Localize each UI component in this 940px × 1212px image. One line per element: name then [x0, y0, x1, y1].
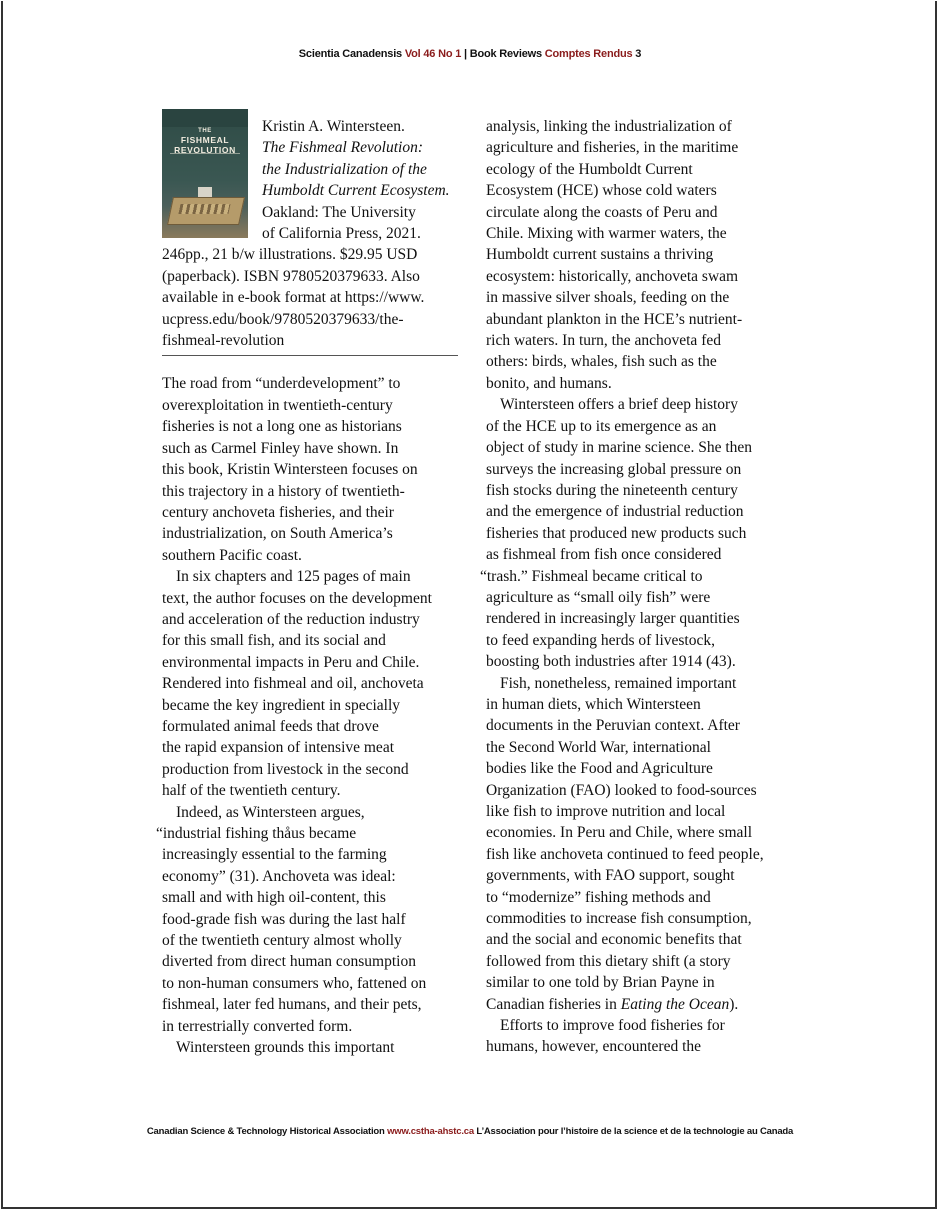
body-text-line: “industrial fishing thåus became	[156, 825, 357, 842]
body-text-line: the rapid expansion of intensive meat	[162, 739, 395, 757]
body-text-line: southern Pacific coast.	[162, 546, 302, 564]
body-text-line: fisheries that produced new products such	[486, 524, 747, 542]
citation-line: (paperback). ISBN 9780520379633. Also	[162, 267, 420, 285]
citation-line: fishmeal-revolution	[162, 332, 285, 350]
body-text-line: The road from “underdevelopment” to	[162, 375, 401, 393]
body-text-line: fisheries is not a long one as historians	[162, 418, 402, 436]
left-column-body	[156, 373, 462, 1058]
section-label-fr: Comptes Rendus	[544, 48, 633, 60]
body-text-line: of the HCE up to its emergence as an	[486, 417, 717, 435]
cover-title-line: THE	[198, 128, 212, 134]
cover-title-line: REVOLUTION	[174, 145, 236, 155]
body-text-line: of the twentieth century almost wholly	[162, 932, 402, 950]
body-text-line: agriculture as “small oily fish” were	[486, 588, 711, 606]
body-text-line: boosting both industries after 1914 (43).	[486, 653, 736, 671]
section-label: Book Reviews	[469, 48, 542, 60]
body-text-line: bodies like the Food and Agriculture	[486, 760, 713, 778]
citation-line: the Industrialization of the	[262, 160, 427, 178]
body-text-line: as fishmeal from fish once considered	[486, 546, 722, 564]
body-text-line: followed from this dietary shift (a story	[486, 952, 731, 970]
body-text-line: in terrestrially converted form.	[162, 1017, 353, 1035]
body-text-line: Indeed, as Wintersteen argues,	[176, 803, 365, 821]
body-text-line: ecology of the Humboldt Current	[486, 160, 693, 178]
left-column	[156, 116, 462, 1058]
body-text-line: economy” (31). Anchoveta was ideal:	[162, 867, 396, 885]
body-text-line: formulated animal feeds that drove	[162, 717, 379, 735]
citation-line: Oakland: The University	[262, 203, 416, 221]
body-text-line: and the emergence of industrial reduction	[486, 503, 744, 521]
body-text-line: Wintersteen grounds this important	[176, 1039, 395, 1057]
body-text-line: overexploitation in twentieth-century	[162, 396, 393, 414]
body-text-line: industrialization, on South America’s	[162, 525, 393, 543]
body-text-line: century anchoveta fisheries, and their	[162, 503, 394, 521]
issue-label: Vol 46 No 1	[404, 48, 462, 60]
body-text-line: for this small fish, and its social and	[162, 632, 386, 650]
body-text-line: Canadian fisheries in Eating the Ocean).	[486, 995, 739, 1013]
body-text-line: agriculture and fisheries, in the maritime	[486, 139, 739, 157]
body-text-line: like fish to improve nutrition and local	[486, 803, 726, 820]
body-text-line: Ecosystem (HCE) whose cold waters	[486, 182, 717, 200]
citation-line: available in e-book format at https://www.	[162, 289, 425, 307]
header-separator: |	[463, 48, 467, 60]
citation-line: 246pp., 21 b/w illustrations. $29.95 USD	[162, 246, 418, 264]
footer-org-en: Canadian Science & Technology Historical Association	[146, 1126, 385, 1137]
citation-line: ucpress.edu/book/9780520379633/the-	[162, 310, 404, 328]
body-text-line: diverted from direct human consumption	[162, 953, 416, 971]
page-footer	[0, 1126, 940, 1137]
body-text-line: food-grade fish was during the last half	[162, 910, 406, 928]
italic-title: Eating the Ocean	[620, 995, 730, 1013]
citation-divider	[162, 355, 458, 356]
body-text-line: such as Carmel Finley have shown. In	[162, 439, 399, 457]
body-text-line: small and with high oil-content, this	[162, 889, 386, 907]
body-text-line: circulate along the coasts of Peru and	[486, 203, 718, 221]
body-text-line: text, the author focuses on the development	[162, 589, 432, 607]
body-text-line: object of study in marine science. She then	[486, 439, 753, 457]
right-column	[480, 116, 786, 1058]
body-text-line: this book, Kristin Wintersteen focuses on	[162, 461, 418, 479]
body-text-line: governments, with FAO support, sought	[486, 867, 735, 885]
body-text-line: and the social and economic benefits that	[486, 931, 742, 949]
citation-line: The Fishmeal Revolution:	[262, 139, 423, 157]
citation-line: Kristin A. Wintersteen.	[262, 118, 405, 135]
body-text-line: Organization (FAO) looked to food-sources	[486, 781, 757, 799]
footer-org-fr: L’Association pour l’histoire de la science et de la technologie au Canada	[476, 1126, 794, 1137]
body-text-line: Rendered into fishmeal and oil, anchoveta	[162, 675, 424, 693]
citation-wrapped	[162, 116, 462, 244]
page-number: 3	[635, 48, 642, 60]
body-text-line: Wintersteen offers a brief deep history	[500, 396, 738, 414]
body-text-line: environmental impacts in Peru and Chile.	[162, 653, 420, 671]
body-text-line: production from livestock in the second	[162, 760, 409, 778]
body-text-line: Efforts to improve food fisheries for	[500, 1017, 725, 1035]
body-text-line: bonito, and humans.	[486, 374, 612, 392]
body-text-line: and acceleration of the reduction industry	[162, 610, 420, 628]
body-text-line: this trajectory in a history of twentieth-	[162, 482, 405, 500]
body-text-line: to non-human consumers who, fattened on	[162, 974, 427, 992]
body-text-line: the Second World War, international	[486, 738, 711, 756]
body-text-line: fish like anchoveta continued to feed people,	[486, 845, 764, 863]
running-header	[0, 48, 940, 60]
page-frame	[1, 1, 937, 1209]
body-text-line: in human diets, which Wintersteen	[486, 695, 701, 713]
body-text-line: In six chapters and 125 pages of main	[176, 568, 411, 586]
body-text-line: surveys the increasing global pressure on	[486, 460, 742, 478]
body-text-line: commodities to increase fish consumption,	[486, 910, 752, 928]
body-text-line: became the key ingredient in specially	[162, 696, 401, 714]
body-text-line: fishmeal, later fed humans, and their pets,	[162, 996, 422, 1014]
journal-name: Scientia Canadensis	[298, 48, 402, 60]
body-text-line: Humboldt current sustains a thriving	[486, 246, 714, 264]
citation-line: of California Press, 2021.	[262, 225, 421, 243]
body-text-line: others: birds, whales, fish such as the	[486, 353, 717, 371]
body-text-line: rich waters. In turn, the anchoveta fed	[486, 332, 721, 350]
body-text-line: humans, however, encountered the	[486, 1038, 702, 1056]
citation-line: Humboldt Current Ecosystem.	[262, 182, 450, 200]
right-column-body	[480, 116, 786, 1058]
body-text-line: rendered in increasingly larger quantities	[486, 610, 740, 628]
body-text-line: ecosystem: historically, anchoveta swam	[486, 267, 739, 285]
footer-url[interactable]: www.cstha-ahstc.ca	[387, 1126, 474, 1137]
citation-full	[162, 244, 462, 351]
body-text-line: to “modernize” fishing methods and	[486, 888, 711, 906]
cover-title-line: FISHMEAL	[180, 135, 230, 145]
body-text-line: economies. In Peru and Chile, where small	[486, 824, 753, 842]
body-text-line: analysis, linking the industrialization of	[486, 118, 732, 135]
body-text-line: similar to one told by Brian Payne in	[486, 974, 715, 992]
body-text-line: half of the twentieth century.	[162, 782, 341, 800]
body-text-line: abundant plankton in the HCE’s nutrient-	[486, 310, 743, 328]
body-text-line: in massive silver shoals, feeding on the	[486, 289, 730, 307]
body-text-line: to feed expanding herds of livestock,	[486, 631, 715, 649]
body-text-line: increasingly essential to the farming	[162, 846, 387, 864]
body-text-line: Fish, nonetheless, remained important	[500, 674, 737, 692]
body-text-line: “trash.” Fishmeal became critical to	[480, 567, 703, 585]
body-text-line: fish stocks during the nineteenth century	[486, 481, 738, 499]
body-text-line: documents in the Peruvian context. After	[486, 717, 740, 735]
body-text-line: Chile. Mixing with warmer waters, the	[486, 225, 727, 243]
